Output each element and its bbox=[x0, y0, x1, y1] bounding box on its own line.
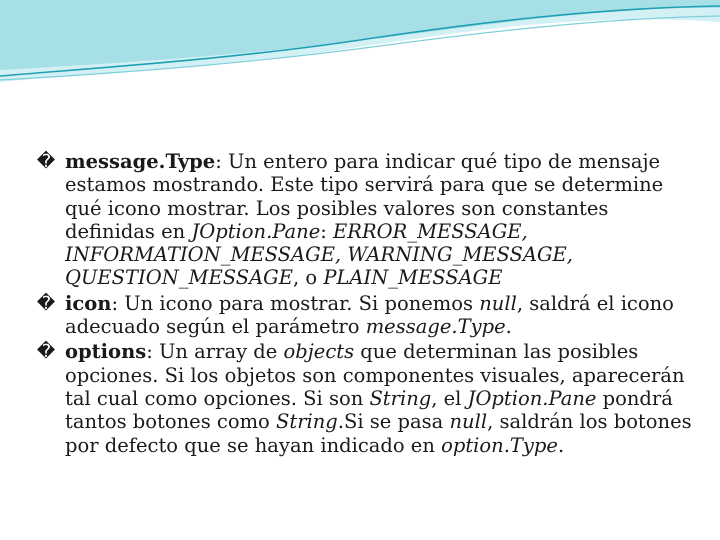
header-wave-decoration bbox=[0, 0, 720, 90]
term-message-type: message.Type bbox=[65, 150, 216, 173]
bullet-glyph: � bbox=[36, 292, 56, 314]
bullet-icon: � icon: Un icono para mostrar. Si ponemos null, saldrá el icono adecuado según el parámetro message.Type. bbox=[32, 292, 692, 339]
slide-body bbox=[32, 150, 692, 459]
term-icon: icon bbox=[65, 291, 112, 315]
term-options: options bbox=[65, 340, 147, 364]
bullet-glyph: � bbox=[36, 341, 56, 363]
bullet-options: � options: Un array de objects que determinan las posibles opciones. Si los objetos son componentes visuales, aparecerán tal cual como opciones. Si son String, el JOption.Pane pondrá tantos botones como String.Si se pasa null, saldrán los botones por defecto que se hayan indicado en option.Type. bbox=[32, 340, 692, 456]
bullet-message-type: � message.Type: Un entero para indicar qué tipo de mensaje estamos mostrando. Este tipo servirá para que se determine qué icono mostrar. Los posibles valores son constantes definidas en JOption.Pane: ERROR_MESSAGE, INFORMATION_MESSAGE, WARNING_MESSAGE, QUESTION_MESSAGE, o PLAIN_MESSAGE bbox=[32, 150, 692, 290]
bullet-glyph: � bbox=[36, 151, 56, 172]
